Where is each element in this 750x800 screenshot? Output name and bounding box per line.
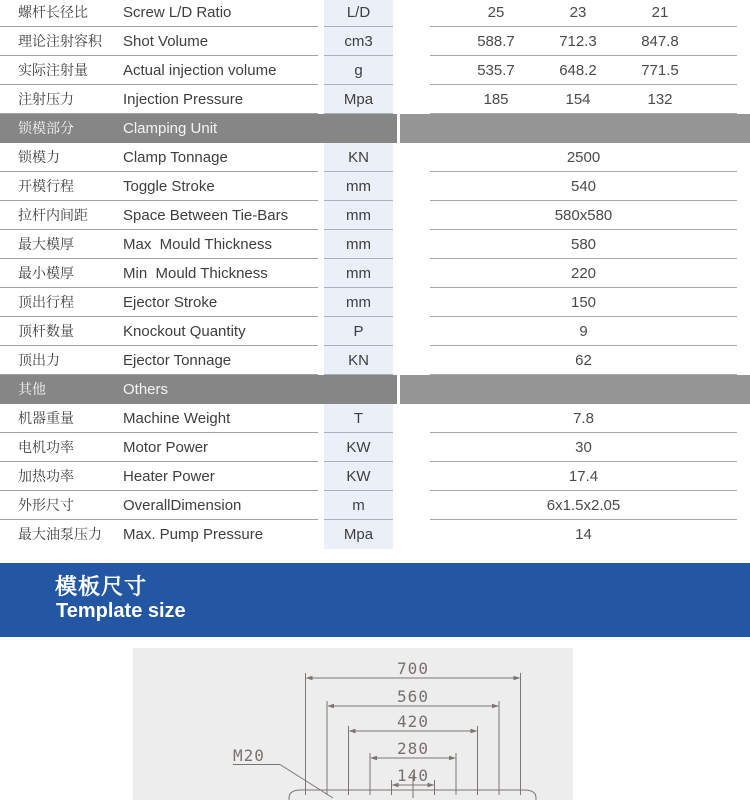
value: 23: [569, 4, 587, 21]
row-label-en: Toggle Stroke: [123, 178, 215, 195]
value: 540: [570, 178, 597, 195]
section-bar-left: [0, 114, 397, 143]
value: 30: [575, 439, 592, 456]
dimension-label: 280: [397, 739, 429, 758]
value-columns: [455, 0, 701, 27]
row-label-cell: [0, 346, 318, 375]
row-value-cell: [400, 259, 750, 288]
thread-leader-line: [280, 765, 333, 799]
spec-row: [0, 143, 750, 172]
row-value-cell: [400, 491, 750, 520]
value: 648.2: [559, 62, 597, 79]
row-label-en: Actual injection volume: [123, 62, 277, 79]
row-label-zh: 顶出力: [18, 352, 60, 368]
banner-title-zh: 模板尺寸: [55, 574, 148, 599]
spec-row: [0, 317, 750, 346]
row-unit-cell: cm3: [324, 27, 393, 56]
row-label-en: OverallDimension: [123, 497, 242, 514]
row-value-cell: [400, 172, 750, 201]
row-value-cell: [400, 317, 750, 346]
row-unit-cell: g: [324, 56, 393, 85]
row-label-en: Space Between Tie-Bars: [123, 207, 289, 224]
row-unit-cell: KW: [324, 433, 393, 462]
spec-row: [0, 27, 750, 56]
row-label-en: Knockout Quantity: [123, 323, 246, 340]
dimension-arrow: [370, 756, 377, 761]
value: 220: [570, 265, 597, 282]
row-unit-cell: KW: [324, 462, 393, 491]
row-label-cell: [0, 230, 318, 259]
row-unit-cell: mm: [324, 288, 393, 317]
value: 6x1.5x2.05: [546, 497, 621, 514]
row-value-cell: [400, 27, 750, 56]
row-label-en: Min Mould Thickness: [123, 265, 268, 282]
value: 21: [651, 4, 669, 21]
value: 580: [570, 236, 597, 253]
row-value-cell: [400, 404, 750, 433]
row-label-cell: [0, 172, 318, 201]
value: 771.5: [641, 62, 679, 79]
row-unit-cell: L/D: [324, 0, 393, 27]
row-label-zh: 顶杆数量: [18, 323, 74, 339]
row-label-zh: 电机功率: [18, 439, 74, 455]
row-label-zh: 加热功率: [18, 468, 74, 484]
row-label-cell: [0, 288, 318, 317]
row-unit-cell: mm: [324, 201, 393, 230]
row-label-en: Clamp Tonnage: [123, 149, 228, 166]
row-label-zh: 顶出行程: [18, 294, 74, 310]
row-label-zh: 最大模厚: [18, 236, 74, 252]
value: 9: [579, 323, 588, 340]
row-value-cell: [400, 143, 750, 172]
spec-row: [0, 491, 750, 520]
row-value-cell: [400, 0, 750, 27]
row-label-zh: 最大油泵压力: [18, 526, 102, 542]
row-label-cell: [0, 259, 318, 288]
dimension-arrow: [449, 756, 456, 761]
row-label-en: Motor Power: [123, 439, 209, 456]
value: 847.8: [641, 33, 679, 50]
spec-row: [0, 0, 750, 27]
value: 150: [570, 294, 597, 311]
spec-row: [0, 230, 750, 259]
row-label-en: Injection Pressure: [123, 91, 244, 108]
template-drawing-svg: [133, 648, 573, 800]
row-label-cell: [0, 0, 318, 27]
dimension-arrow: [306, 676, 313, 681]
row-unit-cell: P: [324, 317, 393, 346]
row-label-en: Max Mould Thickness: [123, 236, 272, 253]
dimension-arrow: [327, 704, 334, 709]
dimension-arrow: [470, 729, 477, 734]
row-label-zh: 开模行程: [18, 178, 74, 194]
row-label-en: Machine Weight: [123, 410, 231, 427]
row-label-zh: 外形尺寸: [18, 497, 74, 513]
spec-row: [0, 201, 750, 230]
row-value-cell: [400, 520, 750, 549]
section-row: [0, 375, 750, 404]
value: 154: [565, 91, 591, 108]
row-unit-cell: mm: [324, 259, 393, 288]
spec-row: [0, 56, 750, 85]
row-label-cell: [0, 462, 318, 491]
row-label-cell: [0, 143, 318, 172]
row-unit-cell: Mpa: [324, 85, 393, 114]
section-label-zh: 其他: [18, 381, 46, 397]
row-label-cell: [0, 85, 318, 114]
row-label-en: Max. Pump Pressure: [123, 526, 264, 543]
row-label-zh: 拉杆内间距: [18, 207, 88, 223]
section-label-zh: 锁模部分: [18, 120, 74, 136]
row-label-zh: 锁模力: [18, 149, 60, 165]
row-label-en: Heater Power: [123, 468, 215, 485]
dimension-label: 140: [397, 766, 429, 785]
template-size-banner: [0, 563, 750, 637]
row-value-cell: [400, 230, 750, 259]
value: 62: [575, 352, 592, 369]
row-label-cell: [0, 27, 318, 56]
section-label-en: Clamping Unit: [123, 120, 218, 137]
row-unit-cell: Mpa: [324, 520, 393, 549]
section-bar-right: [400, 114, 750, 143]
row-value-cell: [400, 201, 750, 230]
row-label-cell: [0, 433, 318, 462]
value-columns: [455, 56, 701, 85]
value: 712.3: [559, 33, 597, 50]
row-label-zh: 实际注射量: [18, 62, 88, 78]
section-label-en: Others: [123, 381, 169, 398]
spec-row: [0, 520, 750, 549]
dimension-label: 560: [397, 687, 429, 706]
row-label-en: Screw L/D Ratio: [123, 4, 232, 21]
dimension-arrow: [492, 704, 499, 709]
row-value-cell: [400, 462, 750, 491]
spec-row: [0, 346, 750, 375]
row-value-cell: [400, 346, 750, 375]
row-label-cell: [0, 404, 318, 433]
value: 14: [575, 526, 592, 543]
row-label-zh: 最小模厚: [18, 265, 74, 281]
value: 588.7: [477, 33, 515, 50]
row-label-en: Shot Volume: [123, 33, 209, 50]
row-label-en: Ejector Stroke: [123, 294, 218, 311]
value: 25: [487, 4, 505, 21]
spec-row: [0, 259, 750, 288]
spec-row: [0, 433, 750, 462]
section-bar-left: [0, 375, 397, 404]
row-unit-cell: T: [324, 404, 393, 433]
dimension-arrow: [513, 676, 520, 681]
section-bar-right: [400, 375, 750, 404]
row-value-cell: [400, 433, 750, 462]
spec-row: [0, 85, 750, 114]
dimension-arrow: [349, 729, 356, 734]
dimension-label: 700: [397, 659, 429, 678]
template-drawing: [133, 648, 573, 800]
row-unit-cell: mm: [324, 230, 393, 259]
row-label-zh: 注射压力: [18, 91, 74, 107]
value-columns: [455, 85, 701, 114]
row-label-zh: 螺杆长径比: [18, 4, 88, 20]
value: 132: [647, 91, 673, 108]
spec-row: [0, 172, 750, 201]
value: 2500: [566, 149, 601, 166]
row-unit-cell: KN: [324, 346, 393, 375]
value: 535.7: [477, 62, 515, 79]
spec-row: [0, 462, 750, 491]
row-value-cell: [400, 288, 750, 317]
row-label-cell: [0, 317, 318, 346]
value: 185: [483, 91, 509, 108]
spec-row: [0, 404, 750, 433]
banner-title-en: Template size: [56, 600, 186, 622]
row-label-cell: [0, 520, 318, 549]
spec-row: [0, 288, 750, 317]
row-unit-cell: KN: [324, 143, 393, 172]
row-label-cell: [0, 56, 318, 85]
row-label-cell: [0, 201, 318, 230]
row-value-cell: [400, 85, 750, 114]
value: 7.8: [573, 410, 594, 427]
row-unit-cell: m: [324, 491, 393, 520]
value: 17.4: [568, 468, 599, 485]
row-value-cell: [400, 56, 750, 85]
value-columns: [455, 27, 701, 56]
dimension-label: 420: [397, 712, 429, 731]
section-row: [0, 114, 750, 143]
value: 580x580: [554, 207, 613, 224]
thread-label: M20: [233, 746, 265, 765]
row-label-en: Ejector Tonnage: [123, 352, 232, 369]
row-label-cell: [0, 491, 318, 520]
row-label-zh: 理论注射容积: [18, 33, 102, 49]
row-unit-cell: mm: [324, 172, 393, 201]
row-label-zh: 机器重量: [18, 410, 74, 426]
